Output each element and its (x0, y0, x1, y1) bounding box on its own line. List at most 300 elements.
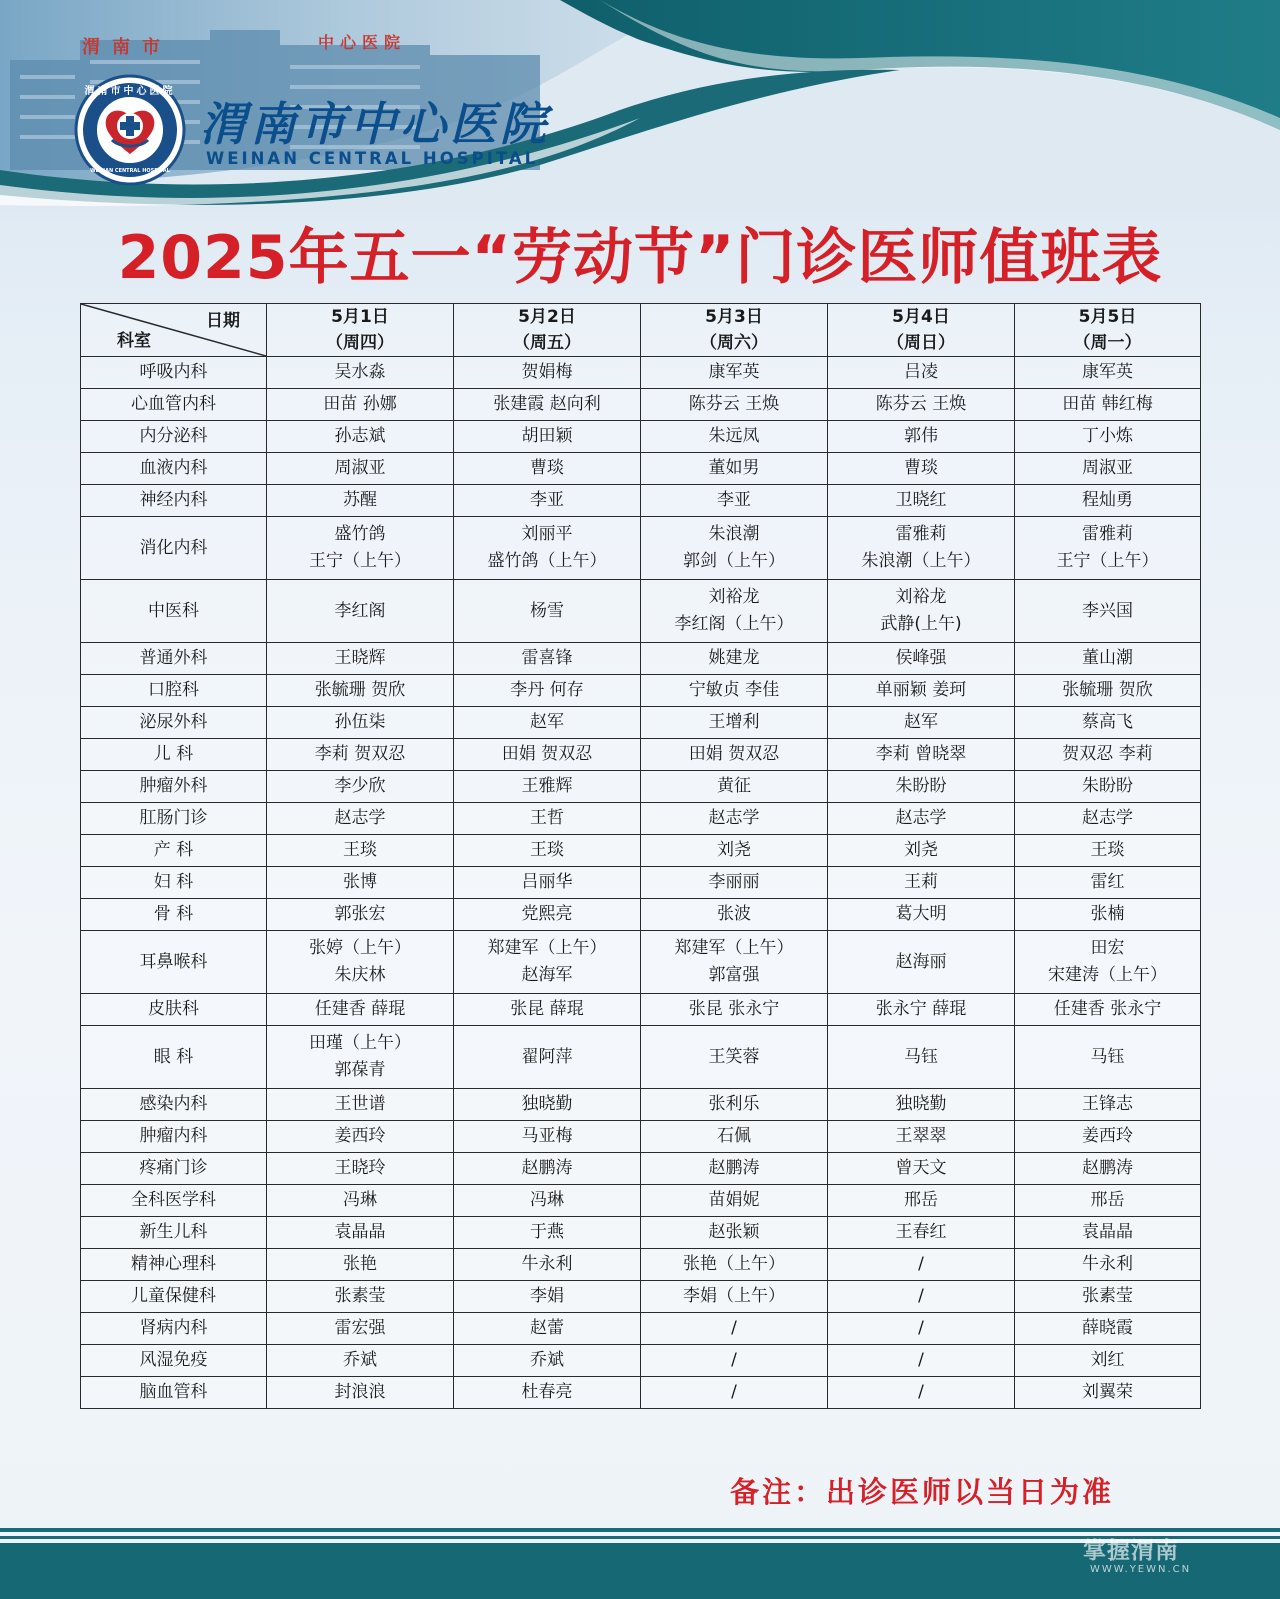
doctor-name: 丁小炼 (1082, 426, 1133, 446)
doctor-name: 田瑾（上午） (309, 1033, 411, 1053)
doctor-cell (828, 1281, 1015, 1313)
doctor-cell (454, 1026, 641, 1089)
doctor-name: / (918, 1254, 924, 1274)
department-cell: 全科医学科 (81, 1185, 267, 1217)
department-cell: 感染内科 (81, 1089, 267, 1121)
doctor-name: 李少欣 (334, 776, 386, 796)
doctor-cell (454, 931, 641, 994)
doctor-name: 马钰 (904, 1046, 938, 1067)
doctor-name: 任建香 张永宁 (1053, 999, 1162, 1019)
doctor-name: 张毓珊 贺欣 (314, 680, 406, 700)
doctor-cell (828, 1153, 1015, 1185)
doctor-name: 刘尧 (717, 840, 751, 860)
doctor-name: 薛晓霞 (1082, 1318, 1133, 1338)
doctor-cell (1015, 707, 1201, 739)
building-sign-left: 渭南市 (82, 37, 172, 58)
doctor-cell (641, 389, 828, 421)
logo-ring-text: 渭南市中心医院 (84, 86, 176, 97)
doctor-cell (641, 867, 828, 899)
doctor-cell (454, 1185, 641, 1217)
doctor-name: 吴水淼 (334, 362, 386, 382)
doctor-name: 郭张宏 (334, 904, 386, 924)
doctor-cell (828, 389, 1015, 421)
doctor-name: 赵鹏涛 (708, 1158, 760, 1178)
doctor-name: 王春红 (895, 1222, 947, 1242)
table-row (81, 899, 1201, 931)
table-row (81, 675, 1201, 707)
doctor-cell (267, 1377, 454, 1409)
doctor-name: 田苗 孙娜 (323, 394, 397, 414)
doctor-cell (641, 1185, 828, 1217)
department-cell: 耳鼻喉科 (81, 931, 267, 994)
doctor-name: 雷雅莉 (1082, 524, 1133, 544)
doctor-cell (828, 421, 1015, 453)
doctor-cell (267, 1153, 454, 1185)
doctor-cell (454, 389, 641, 421)
table-row (81, 931, 1201, 994)
doctor-cell (641, 899, 828, 931)
doctor-name: 宋建涛（上午） (1048, 965, 1167, 985)
doctor-name: 杨雪 (530, 600, 564, 621)
doctor-cell (267, 1313, 454, 1345)
doctor-name: 盛竹鸽 (334, 524, 386, 544)
doctor-cell (454, 771, 641, 803)
doctor-name: 单丽颖 姜珂 (875, 680, 967, 700)
doctor-cell (828, 485, 1015, 517)
doctor-name: 田娟 贺双忍 (688, 744, 780, 764)
doctor-name: 王琰 (530, 840, 564, 860)
doctor-cell (454, 357, 641, 389)
department-cell: 产 科 (81, 835, 267, 867)
table-row (81, 1281, 1201, 1313)
doctor-cell (828, 707, 1015, 739)
doctor-cell (828, 867, 1015, 899)
doctor-name: 吕丽华 (521, 872, 573, 892)
doctor-cell (1015, 803, 1201, 835)
doctor-cell (1015, 1281, 1201, 1313)
doctor-name: 姜西玲 (1082, 1126, 1133, 1146)
corner-dept-label: 科室 (117, 331, 151, 351)
doctor-name: 李亚 (717, 490, 751, 510)
doctor-cell (641, 1313, 828, 1345)
corner-header-cell (81, 304, 267, 357)
doctor-cell (641, 994, 828, 1026)
watermark-brand: 掌握渭南 (1083, 1538, 1179, 1564)
column-weekday: （周日） (887, 333, 955, 353)
department-cell: 心血管内科 (81, 389, 267, 421)
doctor-cell (828, 1377, 1015, 1409)
department-cell: 脑血管科 (81, 1377, 267, 1409)
table-row (81, 1313, 1201, 1345)
doctor-name: 封浪浪 (334, 1382, 386, 1402)
doctor-cell (267, 707, 454, 739)
doctor-cell (267, 835, 454, 867)
table-row (81, 357, 1201, 389)
doctor-name: 王宁（上午） (309, 551, 411, 571)
department-cell: 精神心理科 (81, 1249, 267, 1281)
doctor-cell (641, 453, 828, 485)
doctor-name: 于燕 (530, 1222, 564, 1242)
doctor-name: 赵鹏涛 (1082, 1158, 1133, 1178)
doctor-cell (828, 453, 1015, 485)
doctor-cell (267, 867, 454, 899)
department-cell: 骨 科 (81, 899, 267, 931)
column-date: 5月2日 (518, 307, 576, 327)
hospital-name-cn: 渭南市中心医院 (200, 97, 550, 151)
doctor-name: 田宏 (1090, 938, 1125, 958)
doctor-cell (828, 1185, 1015, 1217)
doctor-name: 赵志学 (708, 808, 760, 828)
doctor-cell (1015, 1185, 1201, 1217)
doctor-name: 赵海丽 (895, 951, 947, 972)
doctor-name: 刘翼荣 (1082, 1382, 1133, 1402)
doctor-name: 康军英 (1082, 362, 1133, 382)
table-row (81, 1153, 1201, 1185)
department-cell: 中医科 (81, 580, 267, 643)
doctor-cell (267, 1121, 454, 1153)
column-date: 5月4日 (892, 307, 950, 327)
department-cell: 肿瘤外科 (81, 771, 267, 803)
doctor-cell (267, 357, 454, 389)
table-row (81, 485, 1201, 517)
doctor-cell (641, 1345, 828, 1377)
doctor-cell (641, 517, 828, 580)
doctor-name: 乔斌 (343, 1350, 377, 1370)
table-row (81, 707, 1201, 739)
column-date: 5月1日 (331, 307, 389, 327)
department-cell: 肛肠门诊 (81, 803, 267, 835)
doctor-name: 党熙亮 (521, 904, 573, 924)
doctor-name: 董山潮 (1082, 648, 1133, 668)
table-row (81, 389, 1201, 421)
doctor-cell (1015, 389, 1201, 421)
doctor-cell (454, 899, 641, 931)
doctor-cell (641, 1153, 828, 1185)
doctor-cell (267, 739, 454, 771)
doctor-cell (1015, 421, 1201, 453)
table-row (81, 1089, 1201, 1121)
doctor-cell (454, 1345, 641, 1377)
doctor-cell (454, 517, 641, 580)
doctor-cell (454, 453, 641, 485)
doctor-cell (454, 1313, 641, 1345)
department-cell: 皮肤科 (81, 994, 267, 1026)
doctor-name: 独晓勤 (895, 1094, 947, 1114)
doctor-cell (641, 1217, 828, 1249)
doctor-cell (1015, 580, 1201, 643)
doctor-cell (828, 675, 1015, 707)
table-row (81, 1185, 1201, 1217)
doctor-cell (267, 1026, 454, 1089)
doctor-cell (641, 580, 828, 643)
doctor-name: 曹琰 (530, 458, 564, 478)
column-weekday: （周五） (513, 333, 581, 353)
watermark-url: WWW.YEWN.CN (1090, 1564, 1192, 1575)
doctor-cell (267, 1249, 454, 1281)
doctor-name: 李亚 (530, 490, 564, 510)
doctor-name: 苏醒 (343, 490, 377, 510)
doctor-name: 侯峰强 (895, 648, 947, 668)
date-column-header (454, 304, 641, 357)
doctor-cell (1015, 1249, 1201, 1281)
doctor-name: 乔斌 (530, 1350, 564, 1370)
doctor-name: 牛永利 (1082, 1254, 1133, 1274)
doctor-cell (267, 421, 454, 453)
doctor-name: 王琰 (343, 840, 377, 860)
doctor-cell (454, 867, 641, 899)
table-row (81, 643, 1201, 675)
doctor-cell (1015, 994, 1201, 1026)
doctor-name: 吕凌 (904, 362, 938, 382)
doctor-cell (641, 1281, 828, 1313)
doctor-name: 郑建军（上午） (674, 938, 794, 958)
table-row (81, 867, 1201, 899)
doctor-name: 王锋志 (1082, 1094, 1133, 1114)
doctor-cell (828, 1121, 1015, 1153)
doctor-name: 董如男 (708, 458, 760, 478)
doctor-name: 黄征 (717, 776, 751, 796)
doctor-name: 邢岳 (1090, 1190, 1125, 1210)
doctor-name: 赵志学 (1082, 808, 1133, 828)
doctor-name: / (731, 1350, 737, 1370)
doctor-cell (641, 485, 828, 517)
doctor-name: 雷红 (1090, 872, 1125, 892)
doctor-cell (1015, 1121, 1201, 1153)
doctor-name: 宁敏贞 李佳 (688, 680, 780, 700)
doctor-cell (641, 1026, 828, 1089)
doctor-name: 张楠 (1090, 904, 1125, 924)
doctor-name: 独晓勤 (521, 1094, 573, 1114)
doctor-cell (267, 994, 454, 1026)
doctor-name: 张素莹 (334, 1286, 386, 1306)
doctor-name: 李红阁（上午） (674, 614, 794, 634)
doctor-name: 张艳 (343, 1254, 377, 1274)
department-cell: 口腔科 (81, 675, 267, 707)
doctor-name: 赵蕾 (530, 1318, 564, 1338)
column-weekday: （周一） (1073, 333, 1142, 353)
doctor-name: 马钰 (1090, 1046, 1125, 1067)
doctor-cell (828, 739, 1015, 771)
doctor-cell (641, 1249, 828, 1281)
doctor-name: 朱远凤 (708, 426, 760, 446)
doctor-name: 张建霞 赵向利 (493, 394, 601, 414)
date-column-header (641, 304, 828, 357)
department-cell: 新生儿科 (81, 1217, 267, 1249)
doctor-cell (641, 1089, 828, 1121)
column-date: 5月3日 (705, 307, 763, 327)
department-cell: 肿瘤内科 (81, 1121, 267, 1153)
doctor-name: 张博 (343, 872, 377, 892)
doctor-cell (1015, 357, 1201, 389)
doctor-name: 马亚梅 (521, 1126, 573, 1146)
doctor-name: 张毓珊 贺欣 (1062, 680, 1153, 700)
remark-note: 备注：出诊医师以当日为准 (730, 1475, 1115, 1509)
doctor-cell (641, 931, 828, 994)
table-row (81, 421, 1201, 453)
doctor-name: 盛竹鸽（上午） (487, 551, 607, 571)
doctor-cell (267, 1281, 454, 1313)
doctor-cell (1015, 835, 1201, 867)
doctor-name: / (731, 1382, 737, 1402)
doctor-name: 王笑蓉 (708, 1046, 760, 1067)
doctor-name: 郭伟 (904, 426, 938, 446)
doctor-cell (267, 931, 454, 994)
doctor-name: 袁晶晶 (334, 1222, 386, 1242)
doctor-cell (454, 707, 641, 739)
doctor-cell (828, 771, 1015, 803)
department-cell: 血液内科 (81, 453, 267, 485)
table-row (81, 835, 1201, 867)
doctor-name: 李丹 何存 (510, 680, 584, 700)
doctor-name: 陈芬云 王焕 (875, 394, 967, 414)
doctor-name: 李兴国 (1082, 600, 1133, 621)
department-cell: 内分泌科 (81, 421, 267, 453)
doctor-cell (454, 803, 641, 835)
doctor-name: 赵军 (904, 712, 938, 732)
doctor-name: 张婷（上午） (309, 938, 411, 958)
doctor-name: 王琰 (1090, 840, 1125, 860)
doctor-cell (1015, 643, 1201, 675)
doctor-name: 雷宏强 (334, 1318, 386, 1338)
table-row (81, 994, 1201, 1026)
doctor-cell (641, 771, 828, 803)
doctor-name: 袁晶晶 (1082, 1222, 1133, 1242)
doctor-name: 李莉 贺双忍 (314, 744, 406, 764)
doctor-cell (1015, 1089, 1201, 1121)
doctor-name: 胡田颖 (521, 426, 573, 446)
doctor-cell (454, 835, 641, 867)
doctor-name: 郭剑（上午） (683, 551, 785, 571)
doctor-name: 张永宁 薛琨 (875, 999, 967, 1019)
doctor-cell (1015, 1377, 1201, 1409)
doctor-cell (454, 485, 641, 517)
doctor-cell (454, 675, 641, 707)
doctor-cell (828, 643, 1015, 675)
doctor-cell (454, 1089, 641, 1121)
doctor-name: 贺双忍 李莉 (1062, 744, 1153, 764)
doctor-name: 姜西玲 (334, 1126, 386, 1146)
doctor-name: 曾天文 (895, 1158, 947, 1178)
doctor-name: 任建香 薛琨 (314, 999, 406, 1019)
table-row (81, 739, 1201, 771)
doctor-name: 刘裕龙 (708, 587, 760, 607)
doctor-cell (267, 899, 454, 931)
doctor-cell (641, 643, 828, 675)
doctor-name: 朱盼盼 (1082, 776, 1133, 796)
doctor-cell (1015, 1217, 1201, 1249)
department-cell: 消化内科 (81, 517, 267, 580)
department-cell: 普通外科 (81, 643, 267, 675)
corner-date-label: 日期 (206, 311, 240, 331)
doctor-name: 王增利 (708, 712, 760, 732)
doctor-cell (641, 357, 828, 389)
duty-schedule-table (80, 303, 1201, 1409)
doctor-cell (641, 1377, 828, 1409)
doctor-cell (267, 1345, 454, 1377)
doctor-name: 田娟 贺双忍 (501, 744, 593, 764)
doctor-cell (267, 1217, 454, 1249)
doctor-name: 蔡高飞 (1082, 712, 1133, 732)
date-column-header (1015, 304, 1201, 357)
doctor-name: 郭葆青 (334, 1060, 386, 1080)
table-row (81, 803, 1201, 835)
doctor-cell (267, 1089, 454, 1121)
doctor-name: 郭富强 (708, 965, 760, 985)
doctor-cell (828, 899, 1015, 931)
department-cell: 呼吸内科 (81, 357, 267, 389)
doctor-name: / (731, 1318, 737, 1338)
doctor-cell (454, 994, 641, 1026)
doctor-cell (641, 1121, 828, 1153)
table-row (81, 1345, 1201, 1377)
doctor-name: 赵海军 (521, 965, 573, 985)
doctor-cell (454, 580, 641, 643)
doctor-cell (1015, 517, 1201, 580)
department-cell: 肾病内科 (81, 1313, 267, 1345)
doctor-name: 朱浪潮（上午） (861, 551, 981, 571)
doctor-cell (454, 1377, 641, 1409)
doctor-cell (828, 1345, 1015, 1377)
doctor-cell (267, 675, 454, 707)
doctor-name: 张波 (717, 904, 751, 924)
doctor-cell (454, 1153, 641, 1185)
doctor-name: 石佩 (717, 1126, 751, 1146)
doctor-name: 王雅辉 (521, 776, 573, 796)
doctor-name: 翟阿萍 (521, 1046, 573, 1067)
doctor-cell (641, 707, 828, 739)
doctor-name: 朱盼盼 (895, 776, 947, 796)
doctor-cell (1015, 485, 1201, 517)
doctor-cell (1015, 899, 1201, 931)
doctor-cell (641, 675, 828, 707)
doctor-name: 张昆 张永宁 (688, 999, 780, 1019)
doctor-name: / (918, 1350, 924, 1370)
doctor-name: 刘尧 (904, 840, 938, 860)
doctor-cell (828, 835, 1015, 867)
department-cell: 泌尿外科 (81, 707, 267, 739)
doctor-name: 李丽丽 (708, 872, 760, 892)
doctor-cell (454, 1121, 641, 1153)
doctor-cell (828, 517, 1015, 580)
doctor-name: 武静(上午) (880, 614, 962, 634)
doctor-name: 李娟 (530, 1286, 564, 1306)
department-cell: 儿 科 (81, 739, 267, 771)
doctor-name: 赵鹏涛 (521, 1158, 573, 1178)
doctor-name: 孙志斌 (334, 426, 386, 446)
doctor-cell (267, 771, 454, 803)
header-banner (0, 0, 1280, 210)
table-row (81, 453, 1201, 485)
doctor-cell (1015, 1026, 1201, 1089)
building-sign-right: 中心医院 (318, 33, 407, 52)
table-row (81, 580, 1201, 643)
department-cell: 风湿免疫 (81, 1345, 267, 1377)
table-row (81, 517, 1201, 580)
doctor-cell (267, 389, 454, 421)
doctor-name: 李娟（上午） (683, 1286, 785, 1306)
doctor-name: 孙伍柒 (334, 712, 386, 732)
doctor-name: 张昆 薛琨 (510, 999, 584, 1019)
doctor-name: 郑建军（上午） (487, 938, 607, 958)
doctor-name: / (918, 1286, 924, 1306)
doctor-name: 周淑亚 (334, 458, 386, 478)
doctor-cell (828, 1217, 1015, 1249)
doctor-cell (454, 1281, 641, 1313)
doctor-cell (828, 1249, 1015, 1281)
doctor-cell (1015, 1153, 1201, 1185)
doctor-name: 赵张颖 (708, 1222, 760, 1242)
doctor-name: 王宁（上午） (1056, 551, 1159, 571)
